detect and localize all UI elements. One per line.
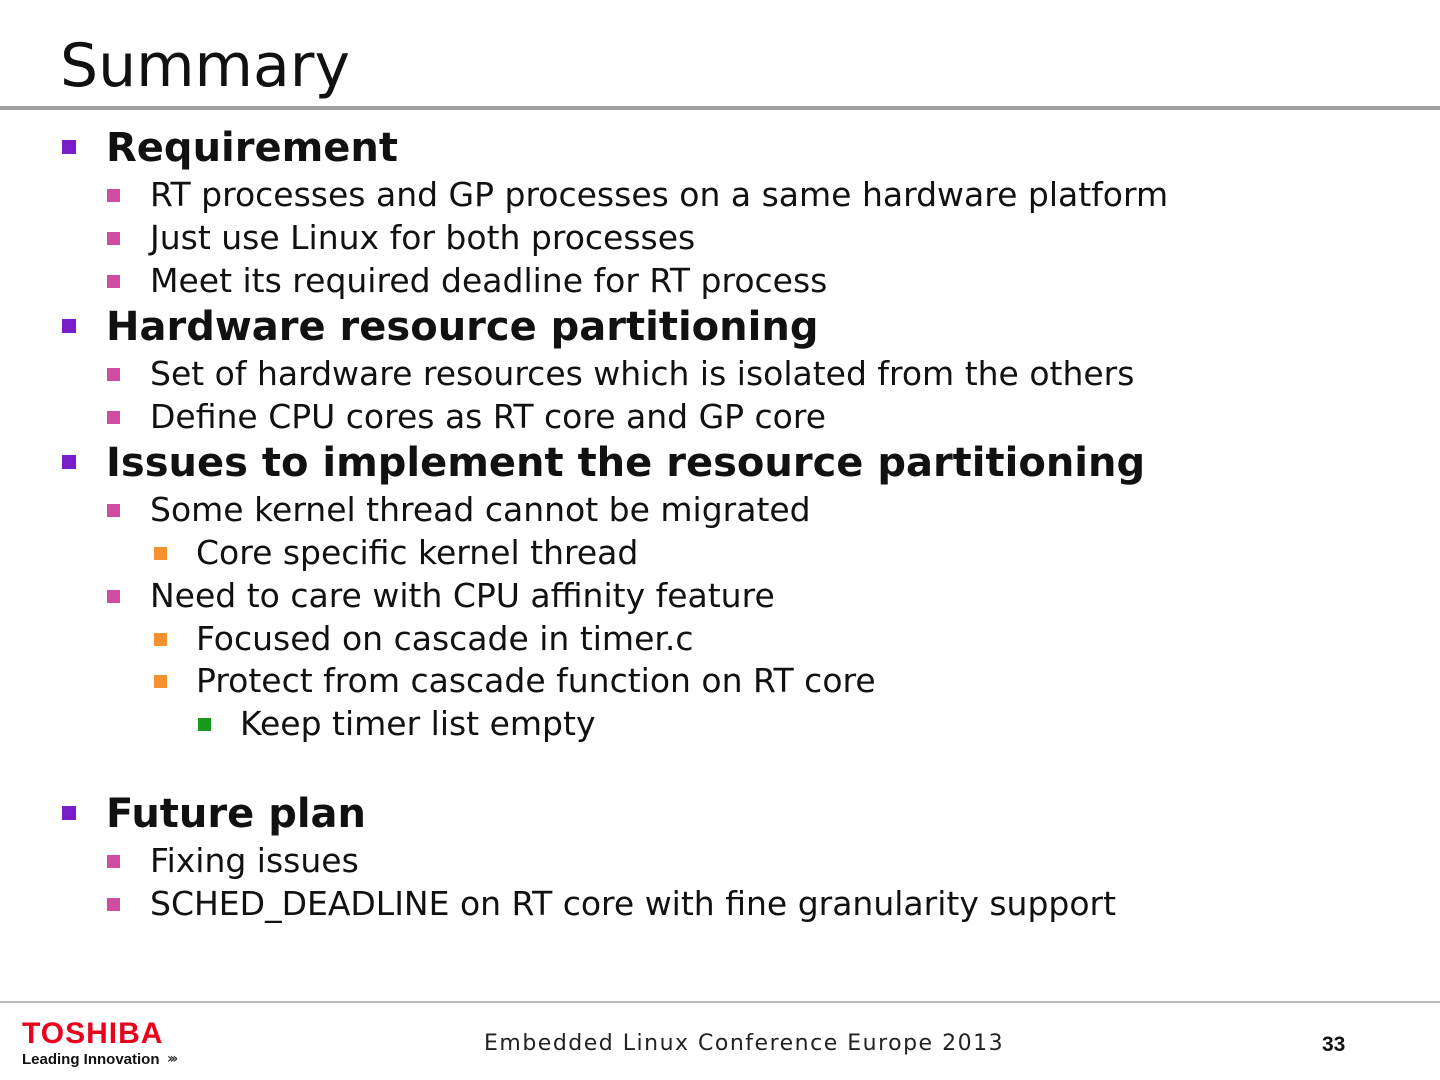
section-heading-text: Future plan bbox=[106, 791, 366, 837]
square-bullet-icon bbox=[154, 675, 167, 688]
square-bullet-icon bbox=[107, 504, 120, 517]
section-heading bbox=[106, 301, 818, 353]
slide-title: Summary bbox=[60, 31, 350, 101]
square-bullet-icon bbox=[107, 189, 120, 202]
square-bullet-icon bbox=[62, 455, 76, 469]
page-number: 33 bbox=[1322, 1033, 1346, 1056]
list-item bbox=[150, 573, 775, 619]
list-item-text: Define CPU cores as RT core and GP core bbox=[150, 397, 827, 436]
square-bullet-icon bbox=[62, 806, 76, 820]
square-bullet-icon bbox=[107, 275, 120, 288]
sub-list-item-text: Core specific kernel thread bbox=[196, 533, 639, 572]
list-item bbox=[150, 487, 811, 533]
footer-divider bbox=[0, 1001, 1440, 1003]
list-item-text: RT processes and GP processes on a same hardware platform bbox=[150, 175, 1169, 214]
square-bullet-icon bbox=[107, 232, 120, 245]
square-bullet-icon bbox=[107, 411, 120, 424]
square-bullet-icon bbox=[107, 590, 120, 603]
sub-sub-list-item-text: Keep timer list empty bbox=[240, 704, 596, 743]
company-tagline: Leading Innovation bbox=[22, 1051, 160, 1068]
list-item bbox=[150, 394, 826, 440]
company-logo: TOSHIBA bbox=[22, 1017, 164, 1050]
list-item-text: Some kernel thread cannot be migrated bbox=[150, 490, 811, 529]
list-item bbox=[150, 172, 1168, 218]
list-item-text: Fixing issues bbox=[150, 841, 359, 880]
square-bullet-icon bbox=[154, 547, 167, 560]
square-bullet-icon bbox=[62, 140, 76, 154]
section-heading bbox=[106, 437, 1145, 489]
sub-list-item bbox=[196, 530, 638, 576]
title-divider bbox=[0, 106, 1440, 110]
square-bullet-icon bbox=[107, 855, 120, 868]
section-heading bbox=[106, 788, 366, 840]
list-item bbox=[150, 215, 695, 261]
sub-list-item bbox=[196, 658, 876, 704]
list-item bbox=[150, 881, 1116, 927]
list-item bbox=[150, 258, 827, 304]
list-item-text: SCHED_DEADLINE on RT core with fine granularity support bbox=[150, 884, 1117, 923]
conference-name: Embedded Linux Conference Europe 2013 bbox=[484, 1031, 1005, 1056]
sub-sub-list-item bbox=[240, 701, 595, 747]
list-item bbox=[150, 351, 1134, 397]
list-item-text: Meet its required deadline for RT process bbox=[150, 261, 828, 300]
sub-list-item bbox=[196, 616, 694, 662]
list-item-text: Need to care with CPU affinity feature bbox=[150, 576, 775, 615]
section-heading-text: Issues to implement the resource partitioning bbox=[106, 440, 1146, 486]
list-item-text: Just use Linux for both processes bbox=[150, 218, 696, 257]
section-heading-text: Hardware resource partitioning bbox=[106, 304, 819, 350]
square-bullet-icon bbox=[107, 368, 120, 381]
square-bullet-icon bbox=[154, 633, 167, 646]
tagline-arrows-icon: ››› bbox=[167, 1051, 176, 1067]
sub-list-item-text: Protect from cascade function on RT core bbox=[196, 661, 876, 700]
section-heading bbox=[106, 122, 398, 174]
square-bullet-icon bbox=[107, 898, 120, 911]
section-heading-text: Requirement bbox=[106, 125, 399, 171]
list-item bbox=[150, 838, 359, 884]
square-bullet-icon bbox=[62, 319, 76, 333]
sub-list-item-text: Focused on cascade in timer.c bbox=[196, 619, 694, 658]
square-bullet-icon bbox=[198, 718, 211, 731]
list-item-text: Set of hardware resources which is isolated from the others bbox=[150, 354, 1135, 393]
